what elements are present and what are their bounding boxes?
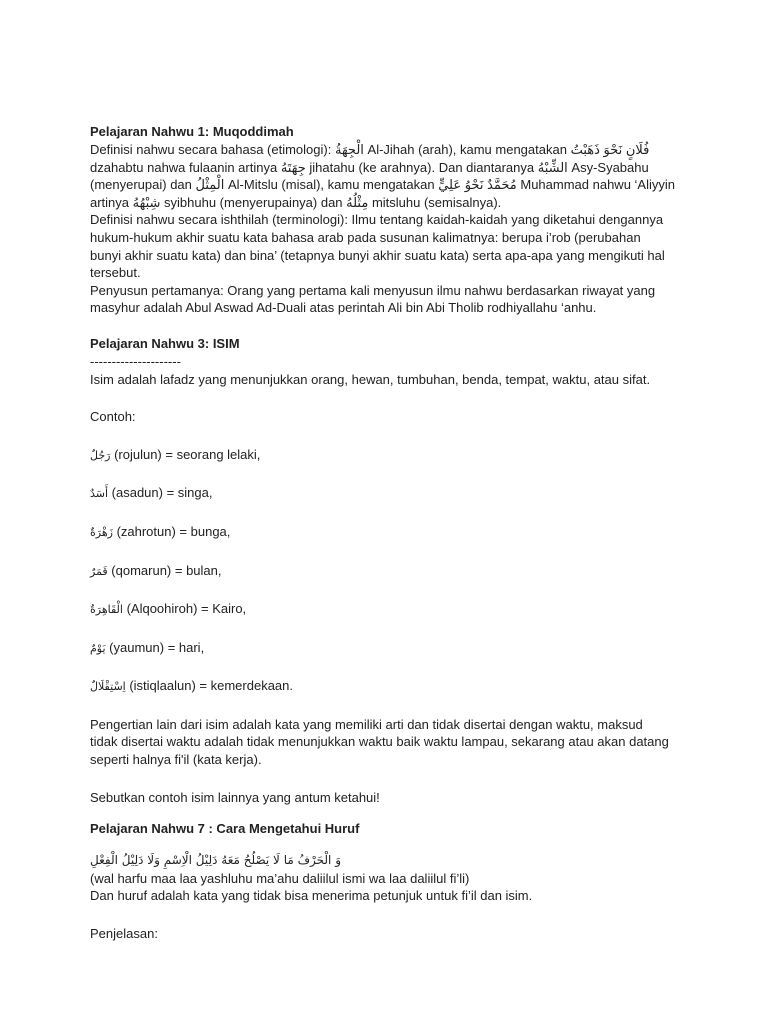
text-line: Penyusun pertamanya: Orang yang pertama kali menyusun ilmu nahwu berdasarkan riwayat yang [90,282,656,298]
text-line: tersebut. [90,265,141,281]
penjelasan-label: Penjelasan: [90,926,158,942]
text-line: masyhur adalah Abul Aswad Ad-Duali atas perintah Ali bin Abi Tholib rodhiyallahu ‘anhu. [90,300,597,316]
arabic-word: يَوْمٌ [90,641,106,655]
text-line: bunyi akhir suatu kata) dan bina’ (tetapnya bunyi akhir suatu kata) serta apa-apa yang mengikuti hal [90,247,665,263]
example-text: (zahrotun) = bunga, [112,523,231,539]
example-text: (Alqoohiroh) = Kairo, [122,601,247,617]
example-text: (rojulun) = seorang lelaki, [110,446,261,462]
divider-text: --------------------- [90,353,181,369]
text-line: Definisi nahwu secara ishthilah (terminologi): Ilmu tentang kaidah-kaidah yang diketahui dengannya [90,212,664,228]
arabic-word: اِسْتِقْلَالٌ [90,680,126,694]
text-line: seperti halnya fi'il (kata kerja). [90,752,262,768]
transliteration: (wal harfu maa laa yashluhu ma’ahu daliilul ismi wa laa daliilul fi’li) [90,870,470,886]
exercise-prompt: Sebutkan contoh isim lainnya yang antum ketahui! [90,789,380,805]
list-item [90,484,690,503]
arabic-word: قَمَرٌ [90,564,108,578]
text-line: (menyerupai) dan الْمِثْلُ Al-Mitslu (misal), kamu mengatakan مُحَمَّدٌ نَحْوُ عَلِيٍّ Muhammad nahwu ‘Aliyyin [90,177,675,193]
list-item [90,562,690,581]
arabic-definition: وَ الْحَرْفُ مَا لَا يَصْلُحُ مَعَهُ دَلِيْلُ الْاِسْمِ وَلَا دَلِيْلُ الْفِعْلِ [90,853,341,868]
text-line: hukum-hukum akhir suatu kata bahasa arab pada susunan kalimatnya: berupa i’rob (perubahan [90,229,641,245]
list-item [90,523,690,542]
arabic-word: رَجُلٌ [90,448,111,462]
example-list [90,426,690,696]
section-title-muqoddimah: Pelajaran Nahwu 1: Muqoddimah [90,124,294,139]
text-line: tidak disertai waktu adalah tidak menunjukkan waktu baik waktu lampau, sekarang atau akan datang [90,734,669,750]
isim-explanation [90,716,690,769]
list-item [90,446,690,465]
arabic-word: زَهْرَةٌ [90,525,113,539]
document-content [90,123,690,943]
section-title-huruf: Pelajaran Nahwu 7 : Cara Mengetahui Huruf [90,821,360,837]
example-text: (asadun) = singa, [108,485,213,501]
translation: Dan huruf adalah kata yang tidak bisa menerima petunjuk untuk fi’il dan isim. [90,888,533,904]
example-text: (yaumun) = hari, [105,639,205,655]
text-line: Pengertian lain dari isim adalah kata yang memiliki arti dan tidak disertai dengan waktu, maksud [90,716,643,732]
section-body-muqoddimah [90,141,690,317]
list-item [90,677,690,696]
list-item [90,639,690,658]
text-line: artinya شِبْهُهُ syibhuhu (menyerupainya) dan مِثْلُهُ mitsluhu (semisalnya). [90,194,502,210]
arabic-word: أَسَدٌ [90,487,109,501]
isim-definition: Isim adalah lafadz yang menunjukkan orang, hewan, tumbuhan, benda, tempat, waktu, atau sifat. [90,371,651,387]
example-text: (qomarun) = bulan, [107,562,222,578]
section-title-isim: Pelajaran Nahwu 3: ISIM [90,335,240,351]
contoh-label: Contoh: [90,409,136,425]
example-text: (istiqlaalun) = kemerdekaan. [125,678,293,694]
text-line: dzahabtu nahwa fulaanin artinya جِهَتَهُ jihatahu (ke arahnya). Dan diantaranya الشِّبْهُ Asy-Syabahu [90,159,649,175]
text-line: Definisi nahwu secara bahasa (etimologi): الْجِهَةُ Al-Jihah (arah), kamu mengatakan فُلَانٍ نَحْوَ ذَهَبْتُ [90,142,650,157]
list-item [90,600,690,619]
arabic-word: الْقَاهِرَةُ [90,603,123,617]
